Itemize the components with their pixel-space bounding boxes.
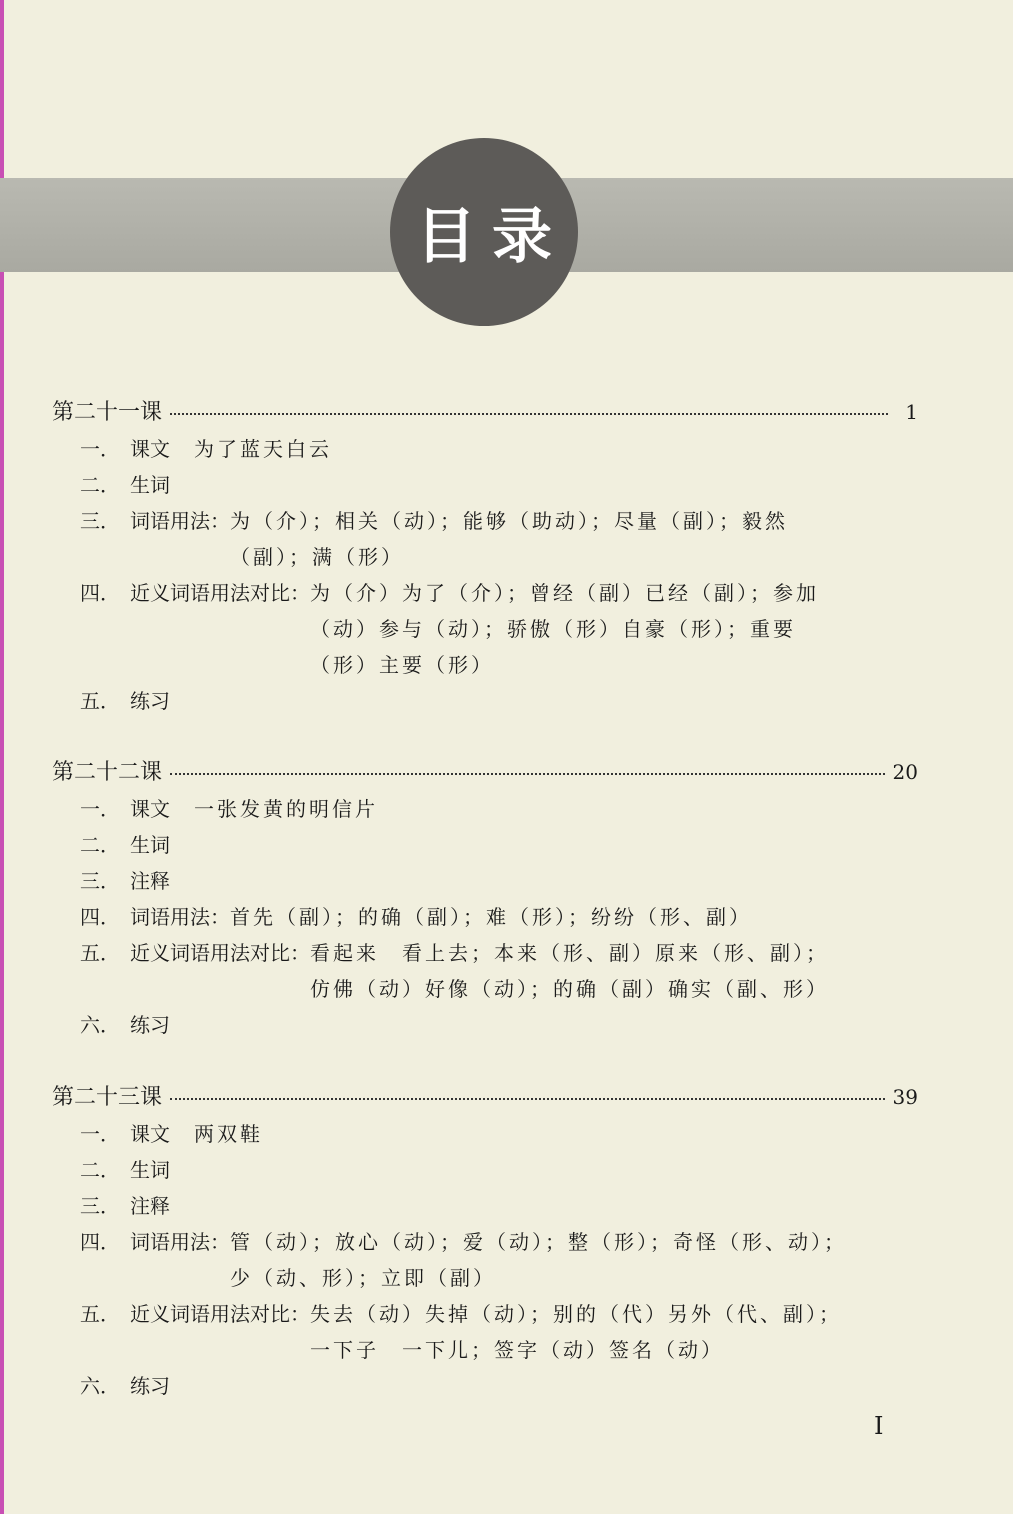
toc-entry [80,575,918,683]
toc-entry [80,683,918,719]
entry-text: 首先（副）；的确（副）；难（形）；纷纷（形、副） [230,905,752,929]
toc-entry [80,431,918,467]
entry-number: 三． [80,1194,120,1218]
lesson-section [52,1080,918,1404]
lesson-header[interactable] [52,395,918,431]
entry-number: 二． [80,473,120,497]
entry-text: 失去（动）失掉（动）；别的（代）另外（代、副）； [310,1302,842,1326]
toc-entry [80,863,918,899]
entry-label: 注释 [130,869,170,893]
entry-label: 课文 [130,437,170,461]
entry-label: 近义词语用法对比： [130,1302,310,1326]
entry-text: 少（动、形）；立即（副） [230,1266,496,1290]
entry-text: （形）主要（形） [310,653,494,677]
entry-text: 一张发黄的明信片 [194,797,378,821]
dot-leader [170,413,888,415]
toc-entry [80,1368,918,1404]
lesson-section [52,755,918,1043]
page-title: 目录 [416,202,568,272]
entry-number: 五． [80,689,120,713]
entry-number: 一． [80,437,120,461]
title-badge [390,138,578,326]
entry-label: 练习 [130,1374,170,1398]
toc-entry [80,1116,918,1152]
entry-text: 仿佛（动）好像（动）；的确（副）确实（副、形） [310,977,829,1001]
lesson-title: 第二十三课 [52,1085,163,1110]
entry-label: 近义词语用法对比： [130,941,310,965]
entry-text: （动）参与（动）；骄傲（形）自豪（形）；重要 [310,617,796,641]
entry-label: 练习 [130,689,170,713]
entry-number: 三． [80,509,120,533]
lesson-header[interactable] [52,1080,918,1116]
entry-label: 生词 [130,473,170,497]
toc-entry [80,899,918,935]
entry-label: 词语用法： [130,905,230,929]
toc-entry [80,503,918,575]
toc-entry [80,1224,918,1296]
entry-text: 为（介）为了（介）；曾经（副）已经（副）；参加 [310,581,819,605]
toc-entry [80,791,918,827]
toc-entry [80,1296,918,1368]
toc-entry [80,1152,918,1188]
toc-entry [80,467,918,503]
toc-entry [80,1007,918,1043]
lesson-section [52,395,918,719]
entry-number: 一． [80,797,120,821]
dot-leader [170,773,885,775]
lesson-header[interactable] [52,755,918,791]
entry-text: （副）；满（形） [230,545,404,569]
dot-leader [170,1098,885,1100]
entry-label: 词语用法： [130,1230,230,1254]
entry-text: 为了蓝天白云 [194,437,332,461]
entry-label: 近义词语用法对比： [130,581,310,605]
entry-number: 三． [80,869,120,893]
entry-label: 课文 [130,797,170,821]
entry-label: 生词 [130,1158,170,1182]
entry-text: 管（动）；放心（动）；爱（动）；整（形）；奇怪（形、动）； [230,1230,847,1254]
entry-number: 二． [80,1158,120,1182]
lesson-page-number: 20 [892,760,918,784]
page-number: I [874,1412,884,1440]
entry-text: 为（介）；相关（动）；能够（助动）；尽量（副）；毅然 [230,509,788,533]
toc-entry [80,1188,918,1224]
entry-number: 四． [80,1230,120,1254]
entry-label: 注释 [130,1194,170,1218]
toc-entry [80,935,918,1007]
entry-number: 二． [80,833,120,857]
entry-number: 六． [80,1374,120,1398]
entry-number: 四． [80,581,120,605]
entry-number: 五． [80,1302,120,1326]
entry-number: 一． [80,1122,120,1146]
entry-number: 六． [80,1013,120,1037]
entry-number: 五． [80,941,120,965]
entry-label: 生词 [130,833,170,857]
lesson-title: 第二十二课 [52,760,163,785]
entry-label: 练习 [130,1013,170,1037]
entry-number: 四． [80,905,120,929]
entry-text: 一下子 一下儿；签字（动）签名（动） [310,1338,724,1362]
lesson-title: 第二十一课 [52,400,163,425]
toc-entry [80,827,918,863]
lesson-page-number: 1 [905,400,918,424]
lesson-page-number: 39 [892,1085,918,1109]
entry-text: 看起来 看上去；本来（形、副）原来（形、副）； [310,941,829,965]
entry-label: 课文 [130,1122,170,1146]
entry-label: 词语用法： [130,509,230,533]
entry-text: 两双鞋 [194,1122,263,1146]
